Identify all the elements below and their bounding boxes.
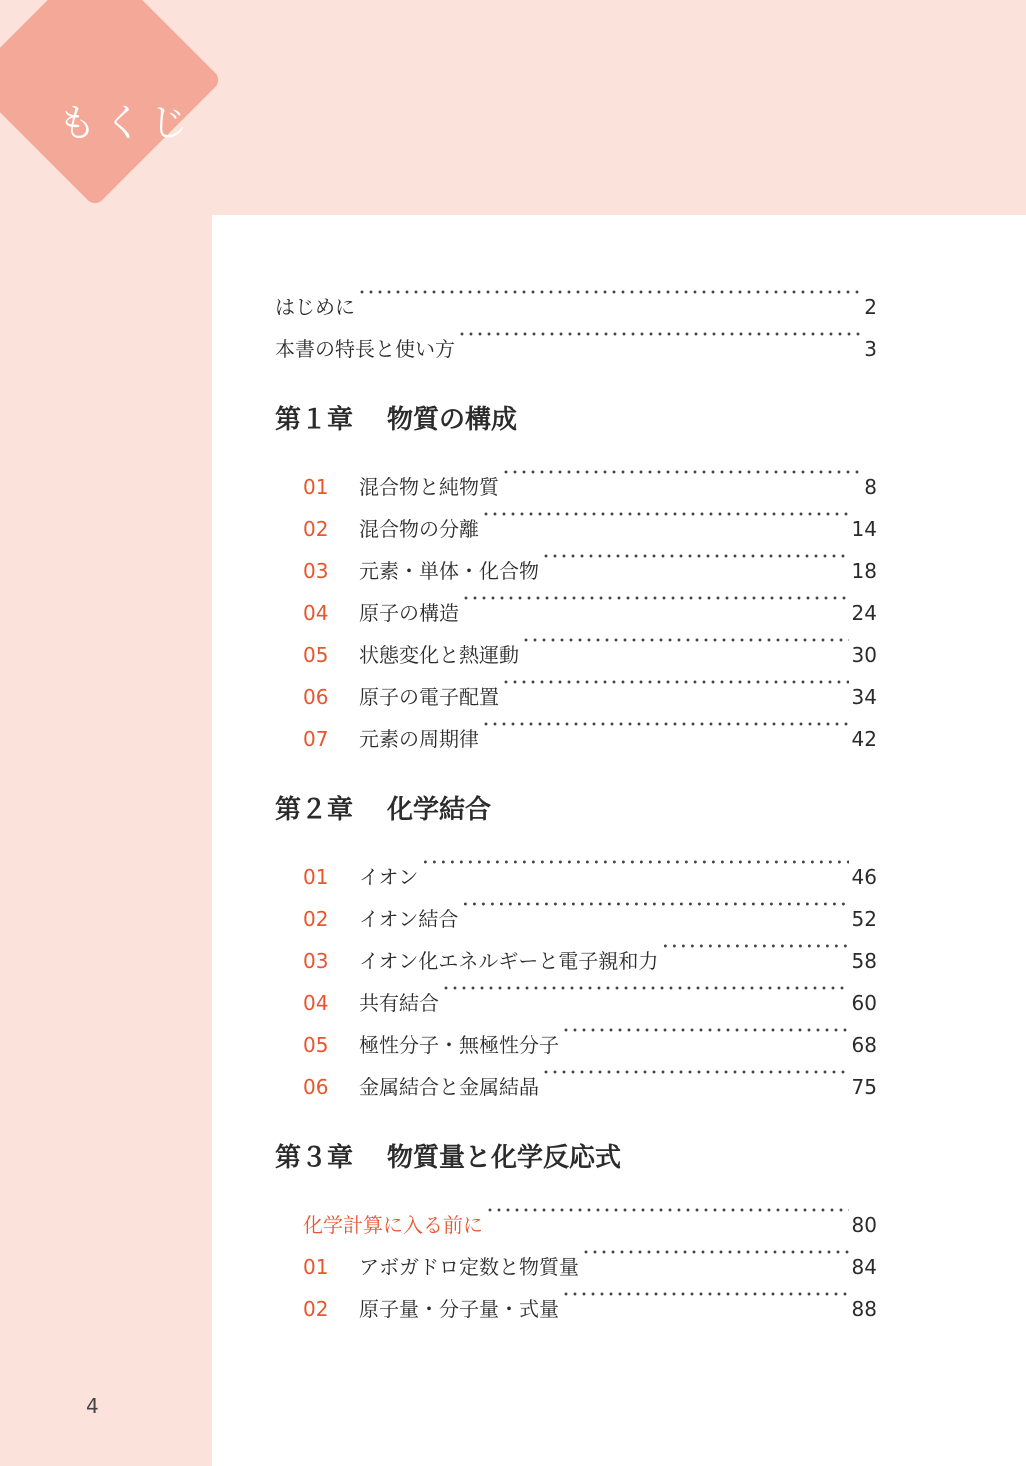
toc-entry-title: 元素の周期律 [359,727,479,751]
leader-dots [542,536,849,578]
toc-entry-page: 14 [851,517,877,541]
toc-entry-page: 42 [851,727,877,751]
section-number: 07 [303,727,329,751]
toc-entry-page: 8 [864,475,877,499]
leader-dots [421,842,848,884]
section-number: 04 [303,601,329,625]
page-number: 4 [86,1394,99,1418]
toc-entry-title: イオン [359,865,419,889]
section-number: 04 [303,991,329,1015]
page-title: もくじ [58,101,197,145]
toc-entry-title: イオン結合 [359,907,459,931]
toc-entry-title: アボガドロ定数と物質量 [359,1255,579,1279]
toc-entry-title: はじめに [275,295,355,319]
toc-entry-title: 金属結合と金属結晶 [359,1075,539,1099]
toc-entry-title: 原子の構造 [359,601,459,625]
leader-dots [582,1232,849,1274]
toc-entry[interactable] [275,452,877,499]
leader-dots [482,494,849,536]
toc-entry-page: 75 [851,1075,877,1099]
title-badge [0,0,260,260]
leader-dots [502,452,861,494]
leader-dots [502,662,849,704]
chapter-title: 物質の構成 [387,405,518,435]
section-number: 05 [303,643,329,667]
section-number: 06 [303,685,329,709]
section-number: 01 [303,475,329,499]
toc-entry-page: 46 [851,865,877,889]
section-number: 02 [303,1297,329,1321]
toc-entry-page: 2 [864,295,877,319]
toc-entry-intro[interactable] [275,272,877,319]
toc-entry-page: 30 [851,643,877,667]
toc-entry-title: 元素・単体・化合物 [359,559,539,583]
toc-entry-title: 混合物の分離 [359,517,479,541]
leader-dots [482,704,849,746]
toc-entry-page: 68 [851,1033,877,1057]
leader-dots [562,1274,849,1316]
leader-dots [486,1190,849,1232]
toc-entry-page: 52 [851,907,877,931]
chapter-label: 第１章 [275,405,354,435]
section-number: 02 [303,907,329,931]
section-number: 03 [303,949,329,973]
leader-dots [358,272,861,314]
toc-entry-title: 共有結合 [359,991,439,1015]
toc-entry-title: 原子量・分子量・式量 [359,1297,559,1321]
leader-dots [442,968,849,1010]
section-number: 01 [303,865,329,889]
chapter-label: 第３章 [275,1143,354,1173]
chapter-heading-3[interactable] [275,1138,877,1178]
toc-entry-title: 化学計算に入る前に [303,1213,483,1237]
toc-entry-page: 58 [851,949,877,973]
section-number: 01 [303,1255,329,1279]
leader-dots [458,314,861,356]
section-number: 03 [303,559,329,583]
toc-entry-page: 3 [864,337,877,361]
table-of-contents [275,272,877,1321]
intro-section [275,272,877,361]
toc-entry-page: 60 [851,991,877,1015]
toc-entry-page: 34 [851,685,877,709]
section-number: 02 [303,517,329,541]
toc-entry-page: 80 [851,1213,877,1237]
toc-entry[interactable] [275,842,877,889]
section-number: 05 [303,1033,329,1057]
toc-entry-title: 状態変化と熱運動 [359,643,519,667]
leader-dots [562,1010,849,1052]
leader-dots [522,620,849,662]
toc-entry-how-to-use[interactable] [275,314,877,361]
leader-dots [461,884,848,926]
toc-entry-title: イオン化エネルギーと電子親和力 [359,949,659,973]
section-number: 06 [303,1075,329,1099]
toc-entry-page: 18 [851,559,877,583]
toc-entry-title: 混合物と純物質 [359,475,499,499]
toc-entry-page: 88 [851,1297,877,1321]
toc-entry-page: 24 [851,601,877,625]
leader-dots [462,578,849,620]
chapter-heading-1[interactable] [275,400,877,440]
toc-entry-special[interactable] [275,1190,877,1237]
chapter-title: 化学結合 [387,795,492,825]
leader-dots [542,1052,849,1094]
toc-entry-title: 本書の特長と使い方 [275,337,455,361]
toc-entry-page: 84 [851,1255,877,1279]
chapter-label: 第２章 [275,795,354,825]
chapter-title: 物質量と化学反応式 [387,1143,622,1173]
toc-entry-title: 原子の電子配置 [359,685,499,709]
chapter-heading-2[interactable] [275,790,877,830]
toc-entry-title: 極性分子・無極性分子 [359,1033,559,1057]
leader-dots [661,926,848,968]
